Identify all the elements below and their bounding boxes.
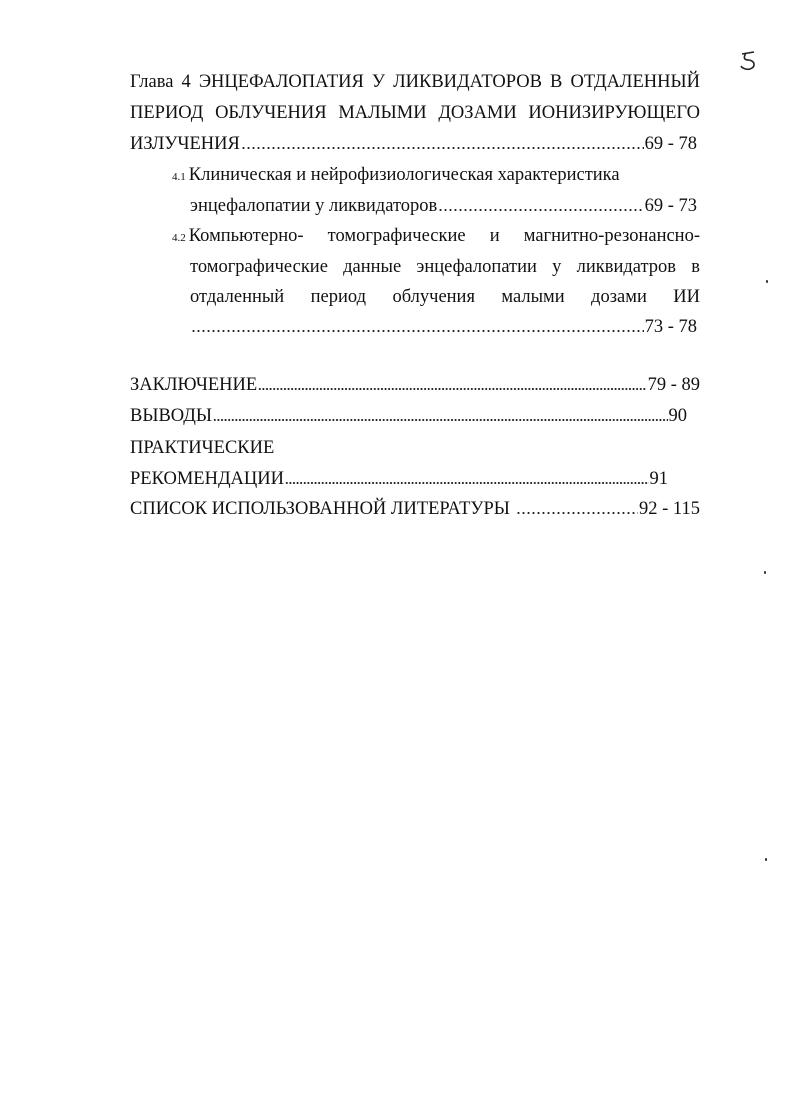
entry-pages: 79 - 89 xyxy=(647,375,700,395)
section-number: 4.1 xyxy=(172,171,186,183)
entry-label-line: ПРАКТИЧЕСКИЕ xyxy=(130,438,275,458)
toc-entry xyxy=(130,467,668,491)
entry-label: РЕКОМЕНДАЦИИ xyxy=(130,469,284,489)
chapter-pages: 69 - 78 xyxy=(644,134,697,154)
section-pages: 69 - 73 xyxy=(644,196,697,216)
chapter-title-line: ПЕРИОД ОБЛУЧЕНИЯ МАЛЫМИ ДОЗАМИ ИОНИЗИРУЮЩЕГО xyxy=(130,103,700,123)
leader-dots xyxy=(258,387,646,391)
chapter-title-line: Глава 4 ЭНЦЕФАЛОПАТИЯ У ЛИКВИДАТОРОВ В ОТДАЛЕННЫЙ xyxy=(130,72,700,92)
section-4-1-entry xyxy=(190,194,697,218)
scan-speck xyxy=(764,571,766,574)
entry-label: ЗАКЛЮЧЕНИЕ xyxy=(130,375,258,395)
leader-dots xyxy=(285,481,649,485)
scan-speck xyxy=(766,280,768,283)
section-number: 4.2 xyxy=(172,232,186,244)
leader-dots xyxy=(213,418,667,422)
leader-dots xyxy=(191,329,644,333)
handwritten-page-number xyxy=(736,50,762,78)
section-title-last: энцефалопатии у ликвидаторов xyxy=(190,196,438,216)
entry-label: СПИСОК ИСПОЛЬЗОВАННОЙ ЛИТЕРАТУРЫ xyxy=(130,499,515,519)
entry-pages: 91 xyxy=(649,469,668,489)
chapter-entry xyxy=(130,132,697,156)
leader-dots xyxy=(241,146,644,150)
section-4-1-line xyxy=(172,163,620,187)
entry-pages: 92 - 115 xyxy=(639,499,700,519)
section-4-2-line xyxy=(172,224,700,248)
chapter-title-last: ИЗЛУЧЕНИЯ xyxy=(130,134,240,154)
toc-entry xyxy=(130,404,687,428)
leader-dots xyxy=(438,208,643,212)
section-4-2-entry xyxy=(190,315,697,339)
section-title-line: отдаленный период облучения малыми дозами ИИ xyxy=(190,287,700,307)
entry-pages: 90 xyxy=(668,406,687,426)
entry-label: ВЫВОДЫ xyxy=(130,406,213,426)
section-title-line: томографические данные энцефалопатии у ликвидатров в xyxy=(190,257,700,277)
toc-entry xyxy=(130,497,700,521)
leader-dots xyxy=(516,511,638,515)
section-title: Клиническая и нейрофизиологическая характеристика xyxy=(188,165,620,185)
scan-speck xyxy=(765,858,767,861)
section-title: Компьютерно- томографические и магнитно-резонансно- xyxy=(188,226,700,246)
toc-entry xyxy=(130,373,700,397)
section-pages: 73 - 78 xyxy=(644,317,697,337)
